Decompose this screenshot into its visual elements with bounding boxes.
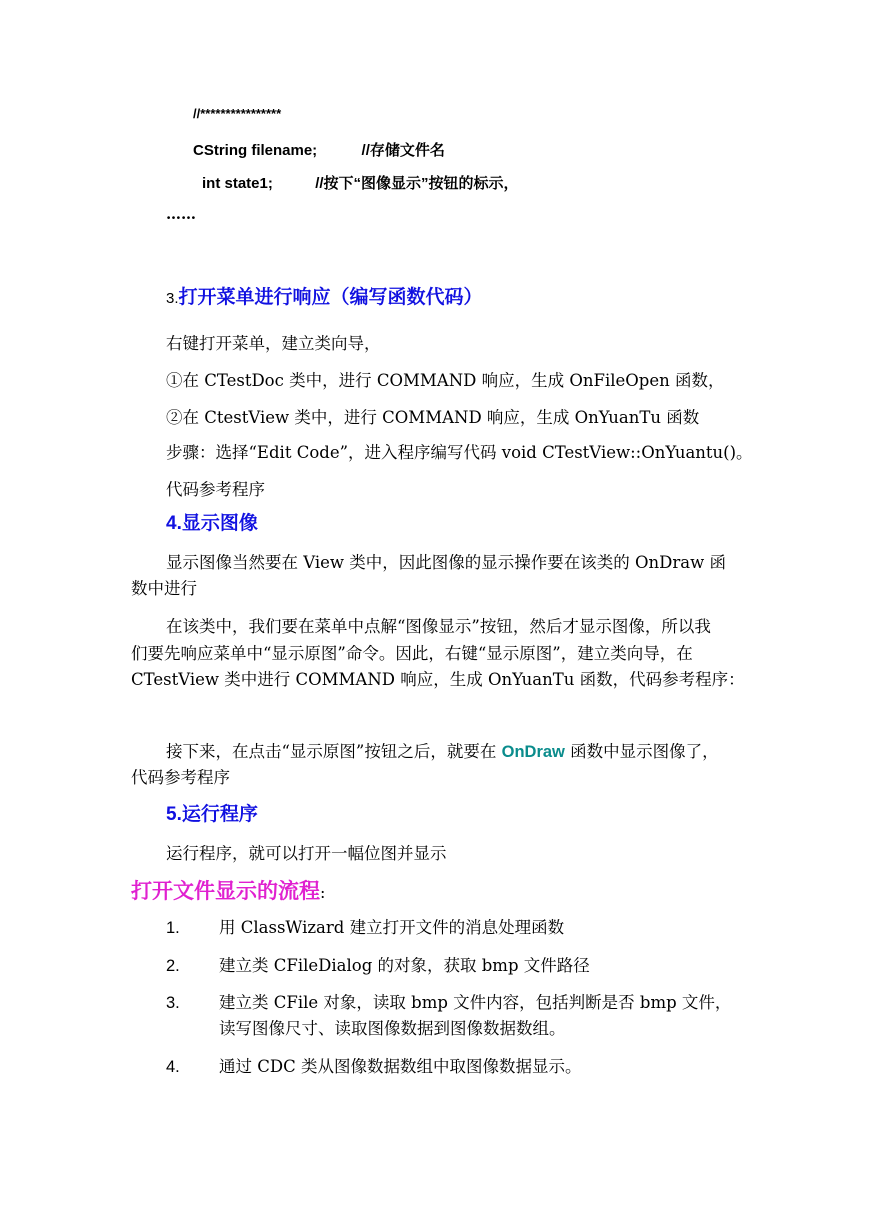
code-comment: //按下“图像显示”按钮的标示， xyxy=(315,175,519,192)
section4-paragraph-2-line-1: 在该类中，我们要在菜单中点解“图像显示”按钮，然后才显示图像，所以我 xyxy=(166,617,711,636)
section3-title: 打开菜单进行响应（编写函数代码） xyxy=(178,287,483,308)
text-after-highlight: 函数中显示图像了， xyxy=(564,742,719,761)
section4-paragraph-1-line-1: 显示图像当然要在 View 类中，因此图像的显示操作要在该类的 OnDraw 函 xyxy=(166,553,727,572)
section5-title: 5.运行程序 xyxy=(166,804,258,825)
section5-paragraph-1: 运行程序，就可以打开一幅位图并显示 xyxy=(166,844,447,863)
flow-step-3-text: 建立类 CFile 对象，读取 bmp 文件内容，包括判断是否 bmp 文件， xyxy=(219,993,732,1012)
section4-paragraph-1-line-2: 数中进行 xyxy=(131,579,197,598)
flow-step-2-text: 建立类 CFileDialog 的对象，获取 bmp 文件路径 xyxy=(219,956,590,975)
code-comment-line: //**************** xyxy=(193,106,282,121)
section4-paragraph-2-line-3: CTestView 类中进行 COMMAND 响应，生成 OnYuanTu 函数，代码参考程序： xyxy=(131,670,745,689)
section4-paragraph-3-line-1 xyxy=(166,741,719,763)
code-comment: //存储文件名 xyxy=(361,142,445,159)
text-before-highlight: 接下来，在点击“显示原图”按钮之后，就要在 xyxy=(166,742,502,761)
flow-step-3-number: 3. xyxy=(166,994,180,1012)
ondraw-highlight: OnDraw xyxy=(501,743,565,761)
code-line-filename xyxy=(193,140,445,162)
flow-step-4-number: 4. xyxy=(166,1058,180,1076)
flow-step-1-text: 用 ClassWizard 建立打开文件的消息处理函数 xyxy=(219,918,565,937)
flow-step-3-text-continued: 读写图像尺寸、读取图像数据到图像数据数组。 xyxy=(219,1019,566,1038)
section3-number: 3. xyxy=(166,290,179,307)
flow-step-4-text: 通过 CDC 类从图像数据数组中取图像数据显示。 xyxy=(219,1057,582,1076)
section3-heading xyxy=(166,287,483,310)
section3-paragraph-3: ②在 CtestView 类中，进行 COMMAND 响应，生成 OnYuanTu 函数 xyxy=(166,408,700,427)
section3-paragraph-1: 右键打开菜单，建立类向导， xyxy=(166,334,381,353)
section4-paragraph-3-line-2: 代码参考程序 xyxy=(131,768,230,787)
code-text: int state1; xyxy=(202,175,273,192)
flow-title: 打开文件显示的流程 xyxy=(131,879,320,903)
section3-paragraph-4: 步骤：选择“Edit Code”，进入程序编写代码 void CTestView::OnYuantu()。 xyxy=(166,443,753,462)
section3-paragraph-2: ①在 CTestDoc 类中，进行 COMMAND 响应，生成 OnFileOpen 函数， xyxy=(166,371,725,390)
flow-step-2-number: 2. xyxy=(166,957,180,975)
section3-paragraph-5: 代码参考程序 xyxy=(166,480,265,499)
section4-title: 4.显示图像 xyxy=(166,513,258,534)
code-ellipsis: …… xyxy=(166,205,196,223)
flow-step-1-number: 1. xyxy=(166,919,180,937)
flow-colon: : xyxy=(320,883,326,902)
code-line-state xyxy=(202,173,519,195)
code-text: CString filename; xyxy=(193,142,318,159)
section4-paragraph-2-line-2: 们要先响应菜单中“显示原图”命令。因此，右键“显示原图”，建立类向导，在 xyxy=(131,644,693,663)
flow-heading xyxy=(131,877,325,907)
